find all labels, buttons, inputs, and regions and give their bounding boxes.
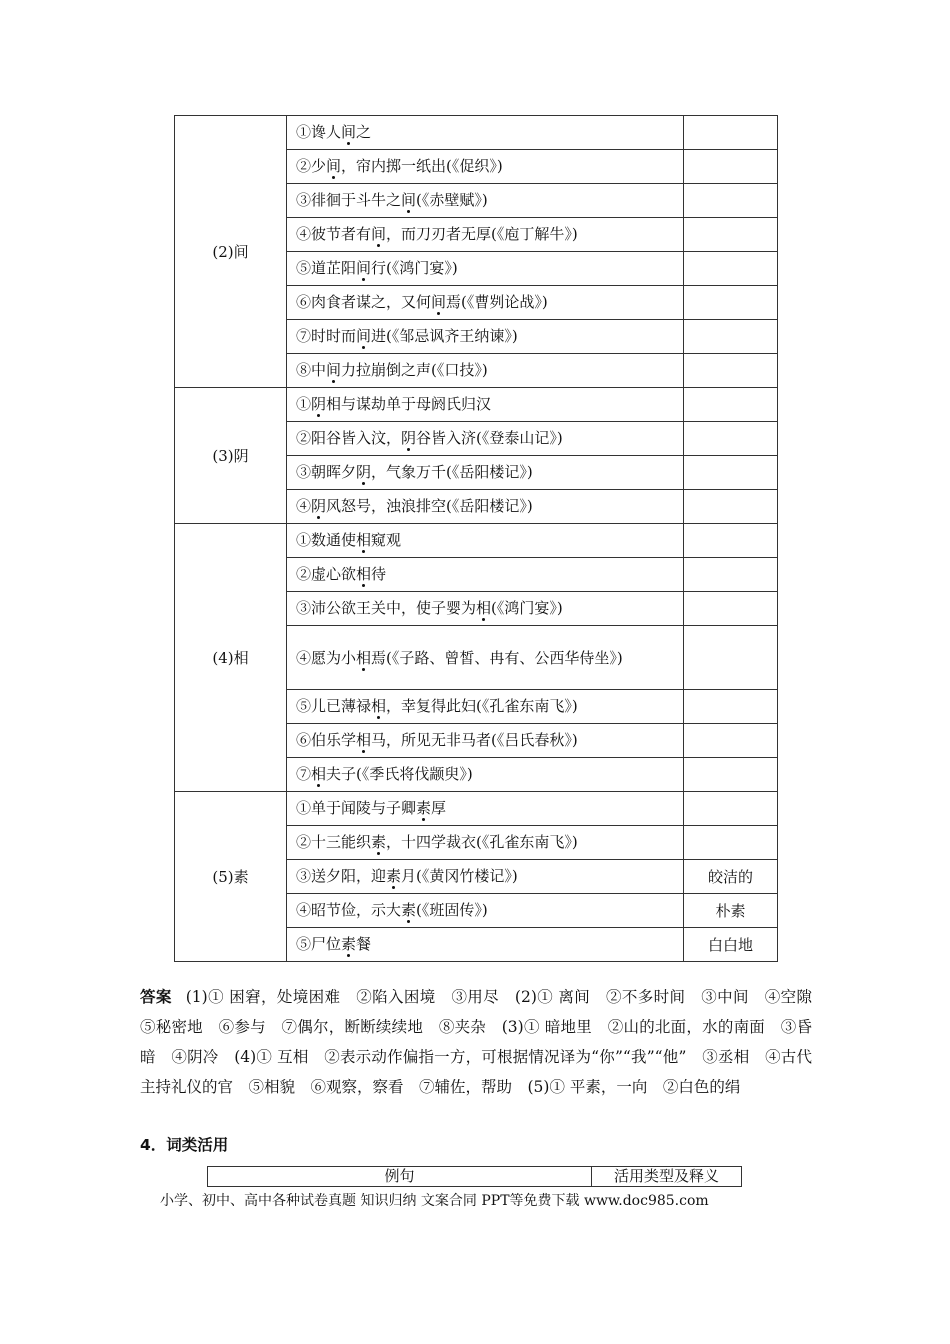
emphasis-dot: 间 — [341, 123, 357, 141]
emphasis-dot: 相 — [476, 599, 492, 617]
meaning-cell — [684, 490, 778, 524]
meaning-cell — [684, 558, 778, 592]
answer-text: (1)① 困窘，处境困难 ②陷入困境 ③用尽 (2)① 离间 ②不多时间 ③中间 ④空隙 ⑤秘密地 ⑥参与 ⑦偶尔，断断续续地 ⑧夹杂 (3)① 暗地里 ②山的北面，水的南面 ③昏暗 ④阴冷 (4)① 互相 ②表示动作偏指一方，可根据情况译为“你”“我”“他” ③丞相 ④古代主持礼仪的官 ⑤相貌 ⑥观察，察看 ⑦辅佐，帮助 (5)① 平素，一向 ②白色的绢 — [140, 988, 828, 1096]
word-cell: (5)素 — [175, 792, 287, 962]
section-4-title: 4．词类活用 — [140, 1136, 229, 1154]
emphasis-dot: 间 — [371, 225, 387, 243]
emphasis-dot: 相 — [371, 697, 387, 715]
meaning-cell — [684, 252, 778, 286]
word-cell: (3)阴 — [175, 388, 287, 524]
meaning-cell — [684, 724, 778, 758]
emphasis-dot: 素 — [401, 901, 417, 919]
emphasis-dot: 间 — [431, 293, 447, 311]
emphasis-dot: 间 — [356, 259, 372, 277]
emphasis-dot: 相 — [356, 565, 372, 583]
meaning-cell — [684, 320, 778, 354]
emphasis-dot: 间 — [356, 327, 372, 345]
answer-block — [140, 982, 828, 1102]
meaning-cell — [684, 286, 778, 320]
example-cell: ⑥肉食者谋之，又何间焉(《曹刿论战》) — [287, 286, 684, 320]
emphasis-dot: 素 — [416, 799, 432, 817]
example-cell: ④昭节俭，示大素(《班固传》) — [287, 894, 684, 928]
example-cell: ②虚心欲相待 — [287, 558, 684, 592]
header-type: 活用类型及释义 — [592, 1167, 742, 1187]
example-cell: ⑤道芷阳间行(《鸿门宴》) — [287, 252, 684, 286]
example-cell: ③送夕阳，迎素月(《黄冈竹楼记》) — [287, 860, 684, 894]
meaning-cell: 朴素 — [684, 894, 778, 928]
meaning-cell — [684, 150, 778, 184]
example-cell: ③沛公欲王关中，使子婴为相(《鸿门宴》) — [287, 592, 684, 626]
emphasis-dot: 阴 — [401, 429, 417, 447]
emphasis-dot: 阴 — [311, 395, 327, 413]
example-cell: ⑦时时而间进(《邹忌讽齐王纳谏》) — [287, 320, 684, 354]
emphasis-dot: 相 — [311, 765, 327, 783]
example-cell: ②少间，帘内掷一纸出(《促织》) — [287, 150, 684, 184]
emphasis-dot: 阴 — [311, 497, 327, 515]
example-cell: ②十三能织素，十四学裁衣(《孔雀东南飞》) — [287, 826, 684, 860]
example-cell: ①谗人间之 — [287, 116, 684, 150]
example-cell: ⑧中间力拉崩倒之声(《口技》) — [287, 354, 684, 388]
meaning-cell — [684, 758, 778, 792]
example-cell: ①单于闻陵与子卿素厚 — [287, 792, 684, 826]
emphasis-dot: 素 — [386, 867, 402, 885]
example-cell: ③朝晖夕阴，气象万千(《岳阳楼记》) — [287, 456, 684, 490]
meaning-cell: 皎洁的 — [684, 860, 778, 894]
table-row — [175, 116, 778, 150]
emphasis-dot: 相 — [356, 531, 372, 549]
example-cell: ⑥伯乐学相马，所见无非马者(《吕氏春秋》) — [287, 724, 684, 758]
example-cell: ⑤尸位素餐 — [287, 928, 684, 962]
answer-label: 答案 — [140, 988, 172, 1006]
meaning-cell — [684, 218, 778, 252]
emphasis-dot: 相 — [356, 648, 372, 667]
word-cell: (4)相 — [175, 524, 287, 792]
meaning-cell — [684, 524, 778, 558]
table-row — [175, 388, 778, 422]
example-cell: ②阳谷皆入汶，阴谷皆入济(《登泰山记》) — [287, 422, 684, 456]
meaning-cell — [684, 792, 778, 826]
word-cell: (2)间 — [175, 116, 287, 388]
emphasis-dot: 素 — [341, 935, 357, 953]
example-cell: ①数通使相窥观 — [287, 524, 684, 558]
emphasis-dot: 间 — [326, 361, 342, 379]
example-cell: ④阴风怒号，浊浪排空(《岳阳楼记》) — [287, 490, 684, 524]
footer-ad: 小学、初中、高中各种试卷真题 知识归纳 文案合同 PPT等免费下载 www.doc985.com — [160, 1193, 709, 1209]
meaning-cell — [684, 422, 778, 456]
table-row — [175, 524, 778, 558]
emphasis-dot: 相 — [356, 731, 372, 749]
emphasis-dot: 阴 — [356, 463, 372, 481]
example-cell: ⑤儿已薄禄相，幸复得此妇(《孔雀东南飞》) — [287, 690, 684, 724]
example-cell: ①阴相与谋劫单于母阏氏归汉 — [287, 388, 684, 422]
emphasis-dot: 间 — [326, 157, 342, 175]
meaning-cell — [684, 184, 778, 218]
header-example: 例句 — [208, 1167, 592, 1187]
meaning-cell — [684, 354, 778, 388]
example-cell: ⑦相夫子(《季氏将伐颛臾》) — [287, 758, 684, 792]
meaning-cell — [684, 626, 778, 690]
polysemy-table — [174, 115, 778, 962]
conversion-table-header — [207, 1166, 742, 1187]
table-row — [175, 792, 778, 826]
meaning-cell — [684, 592, 778, 626]
example-cell: ④彼节者有间，而刀刃者无厚(《庖丁解牛》) — [287, 218, 684, 252]
meaning-cell — [684, 388, 778, 422]
emphasis-dot: 素 — [371, 833, 387, 851]
example-cell: ④愿为小相焉(《子路、曾皙、冉有、公西华侍坐》) — [287, 626, 684, 690]
meaning-cell — [684, 826, 778, 860]
meaning-cell: 白白地 — [684, 928, 778, 962]
meaning-cell — [684, 690, 778, 724]
meaning-cell — [684, 116, 778, 150]
emphasis-dot: 间 — [401, 191, 417, 209]
meaning-cell — [684, 456, 778, 490]
example-cell: ③徘徊于斗牛之间(《赤壁赋》) — [287, 184, 684, 218]
